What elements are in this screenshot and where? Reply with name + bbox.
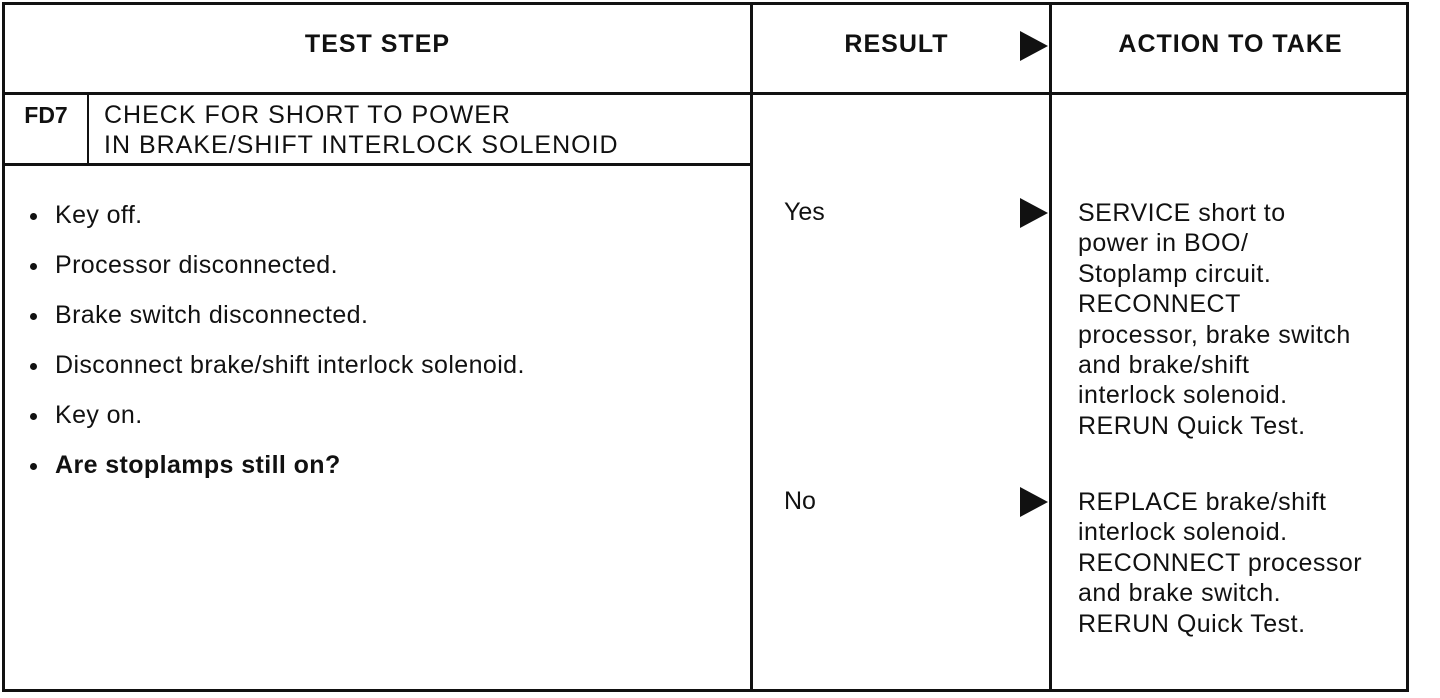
column-divider-result-action [1049, 2, 1052, 692]
step-id: FD7 [24, 102, 68, 128]
bullet-icon [30, 413, 37, 420]
list-item-text: Disconnect brake/shift interlock solenoid. [55, 351, 525, 379]
bullet-icon [30, 263, 37, 270]
arrow-right-icon [1020, 31, 1048, 61]
bullet-icon [30, 213, 37, 220]
bullet-icon [30, 313, 37, 320]
step-title-line-1: CHECK FOR SHORT TO POWER [104, 101, 511, 129]
test-step-list [30, 198, 525, 498]
bullet-icon [30, 363, 37, 370]
action-no: REPLACE brake/shift interlock solenoid. RECONNECT processor and brake switch. RERUN Quick Test. [1078, 488, 1363, 638]
result-no: No [784, 487, 816, 515]
step-id-divider [87, 94, 89, 164]
header-result [753, 30, 1048, 59]
list-item-text: Are stoplamps still on? [55, 451, 341, 479]
list-item-text: Brake switch disconnected. [55, 301, 369, 329]
list-item [30, 298, 525, 348]
column-divider-test-result [750, 2, 753, 692]
list-item-text: Processor disconnected. [55, 251, 338, 279]
list-item-text: Key off. [55, 201, 143, 229]
action-yes: SERVICE short to power in BOO/ Stoplamp circuit. RECONNECT processor, brake switch and brake/shift interlock solenoid. RERUN Quick Test. [1078, 199, 1351, 440]
list-item [30, 348, 525, 398]
header-action-to-take: ACTION TO TAKE [1118, 30, 1343, 58]
header-result-label: RESULT [844, 30, 949, 58]
arrow-right-icon [1020, 487, 1048, 517]
arrow-right-icon [1020, 198, 1048, 228]
header-test-step: TEST STEP [304, 30, 451, 58]
header-divider [2, 92, 1409, 95]
list-item [30, 248, 525, 298]
step-title-divider [2, 163, 753, 166]
list-item [30, 198, 525, 248]
step-title-line-2: IN BRAKE/SHIFT INTERLOCK SOLENOID [104, 131, 619, 159]
list-item-question [30, 448, 525, 498]
bullet-icon [30, 463, 37, 470]
step-title [104, 100, 619, 160]
list-item-text: Key on. [55, 401, 143, 429]
result-yes: Yes [784, 198, 825, 226]
list-item [30, 398, 525, 448]
